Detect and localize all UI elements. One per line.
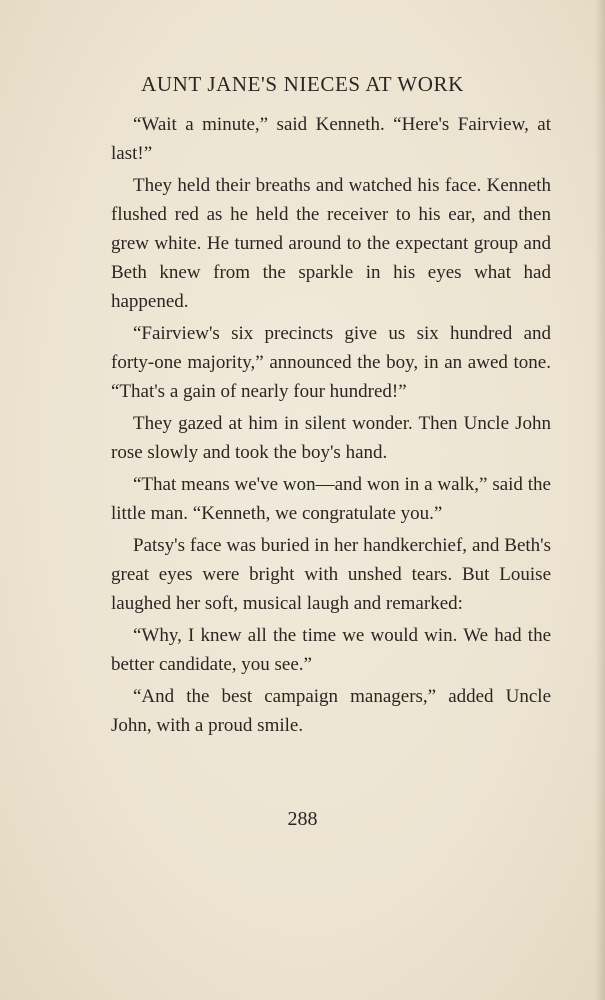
paragraph: “Why, I knew all the time we would win. We had the better candidate, you see.” — [111, 625, 551, 675]
paragraph: They gazed at him in silent wonder. Then Uncle John rose slowly and took the boy's hand. — [111, 413, 551, 463]
paragraph: “And the best campaign managers,” added Uncle John, with a proud smile. — [111, 686, 551, 736]
body-text — [111, 110, 551, 743]
paragraph: Patsy's face was buried in her handkerchief, and Beth's great eyes were bright with unshed tears. But Louise laughed her soft, musical laugh and remarked: — [111, 535, 551, 614]
paragraph: “Wait a minute,” said Kenneth. “Here's Fairview, at last!” — [111, 114, 551, 164]
running-head: AUNT JANE'S NIECES AT WORK — [141, 72, 464, 96]
page-number: 288 — [287, 808, 318, 830]
paragraph: “That means we've won—and won in a walk,” said the little man. “Kenneth, we congratulate you.” — [111, 474, 551, 524]
page-edge-shadow — [595, 0, 605, 1000]
paragraph: They held their breaths and watched his face. Kenneth flushed red as he held the receiver to his ear, and then grew white. He turned around to the expectant group and Beth knew from the sparkle in his eyes what had happened. — [111, 175, 551, 312]
paragraph: “Fairview's six precincts give us six hundred and forty-one majority,” announced the boy, in an awed tone. “That's a gain of nearly four hundred!” — [111, 323, 551, 402]
